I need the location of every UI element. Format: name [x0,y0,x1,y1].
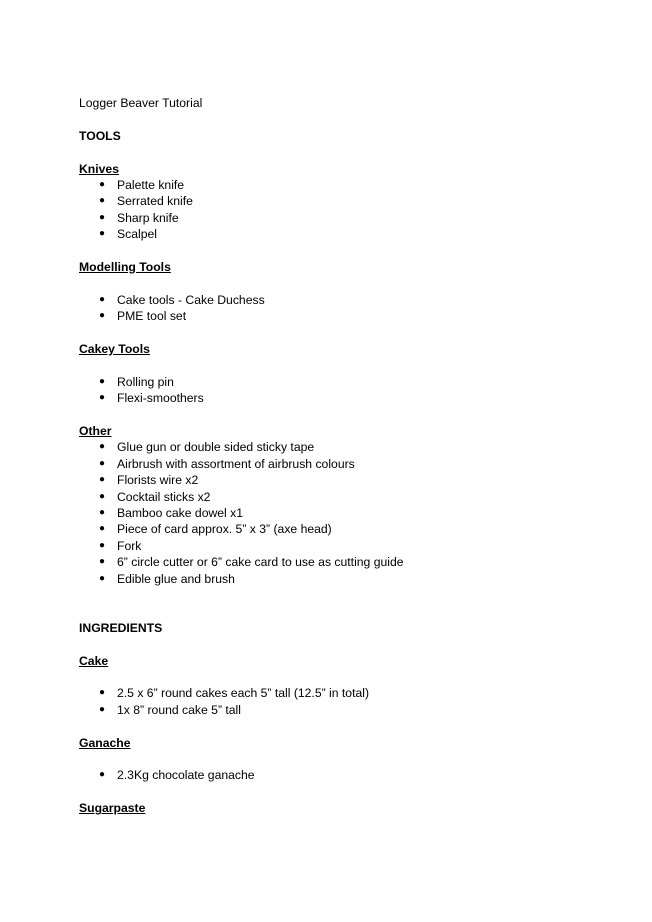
document-title: Logger Beaver Tutorial [79,96,203,110]
bullet-icon: ● [99,539,106,551]
knives-heading: Knives [79,161,119,176]
list-item: ● Serrated knife [99,194,193,209]
cake-heading: Cake [79,653,109,668]
list-item: ● Florists wire x2 [99,473,199,488]
bullet-icon: ● [99,375,106,387]
list-item: ● 6” circle cutter or 6” cake card to use as cutting guide [99,555,404,570]
bullet-icon: ● [99,523,106,535]
bullet-icon: ● [99,441,106,453]
list-item: ● Flexi-smoothers [99,391,204,406]
document-page [79,95,599,817]
list-item: ● Fork [99,538,142,553]
bullet-icon: ● [99,474,106,486]
list-item: ● Cake tools - Cake Duchess [99,292,265,307]
ganache-list [79,767,599,783]
bullet-icon: ● [99,556,106,568]
list-item: ● Scalpel [99,227,157,242]
list-item: ● Rolling pin [99,374,174,389]
modelling-tools-list [79,292,599,325]
bullet-icon: ● [99,195,106,207]
list-item: ● 2.3Kg chocolate ganache [99,768,255,783]
ingredients-heading: INGREDIENTS [79,620,163,635]
bullet-icon: ● [99,211,106,223]
other-list [79,439,599,587]
bullet-icon: ● [99,490,106,502]
list-item: ● Cocktail sticks x2 [99,489,211,504]
bullet-icon: ● [99,703,106,715]
bullet-icon: ● [99,179,106,190]
cakey-tools-list [79,374,599,407]
bullet-icon: ● [99,293,106,305]
bullet-icon: ● [99,507,106,519]
bullet-icon: ● [99,228,106,240]
list-item: ● Piece of card approx. 5” x 3” (axe head) [99,522,332,537]
knives-list [79,177,599,243]
bullet-icon: ● [99,392,106,404]
bullet-icon: ● [99,457,106,469]
cake-list [79,685,599,718]
bullet-icon: ● [99,310,106,322]
list-item: ● Sharp knife [99,210,179,225]
list-item: ● Palette knife [99,178,185,192]
bullet-icon: ● [99,572,106,584]
list-item: ● PME tool set [99,309,187,324]
list-item: ● Airbrush with assortment of airbrush colours [99,456,355,471]
sugarpaste-heading: Sugarpaste [79,801,146,816]
list-item: ● 2.5 x 6” round cakes each 5” tall (12.5” in total) [99,686,370,701]
list-item: ● Glue gun or double sided sticky tape [99,440,315,455]
modelling-tools-heading: Modelling Tools [79,260,171,275]
other-heading: Other [79,424,112,439]
bullet-icon: ● [99,769,106,781]
cakey-tools-heading: Cakey Tools [79,342,150,357]
list-item: ● Edible glue and brush [99,571,235,586]
list-item: ● 1x 8” round cake 5” tall [99,702,241,717]
tools-heading: TOOLS [79,128,121,143]
ganache-heading: Ganache [79,735,131,750]
list-item: ● Bamboo cake dowel x1 [99,506,244,521]
bullet-icon: ● [99,687,106,699]
